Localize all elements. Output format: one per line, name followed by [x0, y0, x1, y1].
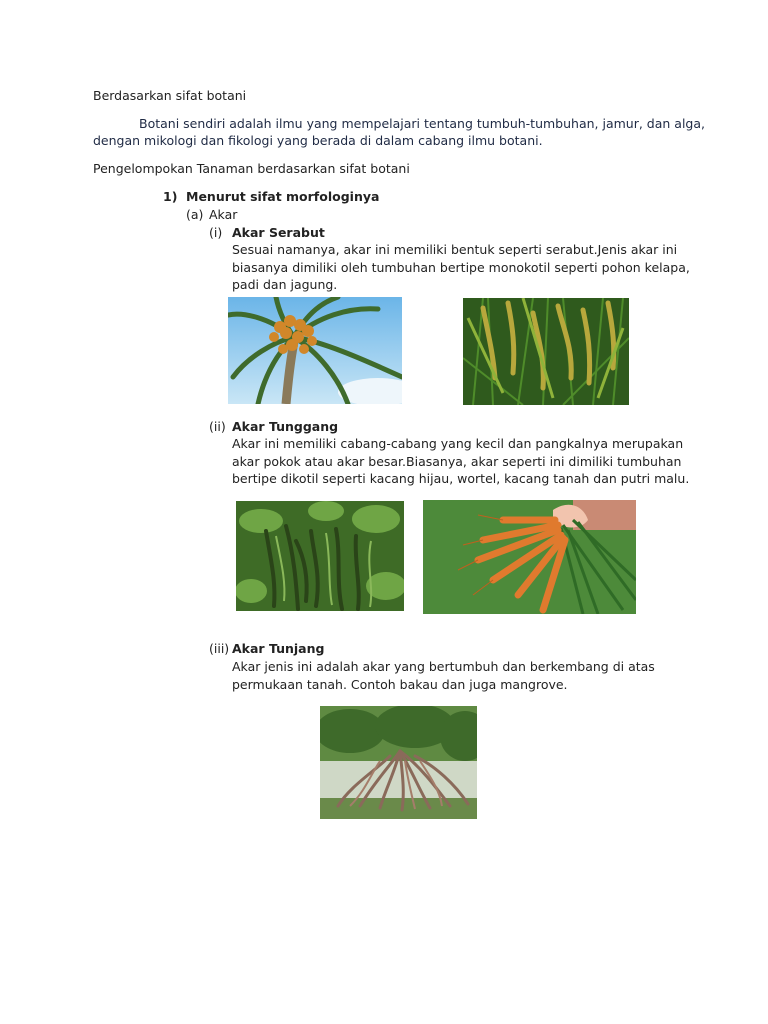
- item-3-line-1: Akar jenis ini adalah akar yang bertumbuh dan berkembang di atas: [232, 659, 655, 674]
- section-1-title: Menurut sifat morfologinya: [186, 189, 380, 204]
- item-3-title: Akar Tunjang: [232, 641, 325, 656]
- mung-bean-photo: [236, 501, 404, 611]
- item-1-line-1: Sesuai namanya, akar ini memiliki bentuk seperti serabut.Jenis akar ini: [232, 242, 678, 257]
- carrot-photo: [423, 500, 636, 614]
- sub-a-number: (a): [186, 207, 204, 222]
- item-2-line-1: Akar ini memiliki cabang-cabang yang kecil dan pangkalnya merupakan: [232, 436, 684, 451]
- sub-a-label: Akar: [209, 207, 238, 222]
- item-1-number: (i): [209, 225, 223, 240]
- item-1-line-2: biasanya dimiliki oleh tumbuhan bertipe monokotil seperti pohon kelapa,: [232, 260, 690, 275]
- grouping-line: Pengelompokan Tanaman berdasarkan sifat botani: [93, 161, 410, 176]
- intro-line-1: Botani sendiri adalah ilmu yang mempelajari tentang tumbuh-tumbuhan, jamur, dan alga,: [139, 116, 705, 131]
- doc-heading: Berdasarkan sifat botani: [93, 88, 247, 103]
- item-1-line-3: padi dan jagung.: [232, 277, 338, 292]
- item-3-line-2: permukaan tanah. Contoh bakau dan juga mangrove.: [232, 677, 568, 692]
- section-1-number: 1): [163, 189, 178, 204]
- intro-line-2: dengan mikologi dan fikologi yang berada di dalam cabang ilmu botani.: [93, 133, 543, 148]
- item-3-number: (iii): [209, 641, 230, 656]
- rice-plant-photo: [463, 298, 629, 405]
- item-2-line-2: akar pokok atau akar besar.Biasanya, akar seperti ini dimiliki tumbuhan: [232, 454, 682, 469]
- item-2-title: Akar Tunggang: [232, 419, 339, 434]
- item-2-line-3: bertipe dikotil seperti kacang hijau, wortel, kacang tanah dan putri malu.: [232, 471, 690, 486]
- item-1-title: Akar Serabut: [232, 225, 325, 240]
- mangrove-photo: [320, 706, 477, 819]
- coconut-palm-photo: [228, 297, 402, 404]
- item-2-number: (ii): [209, 419, 226, 434]
